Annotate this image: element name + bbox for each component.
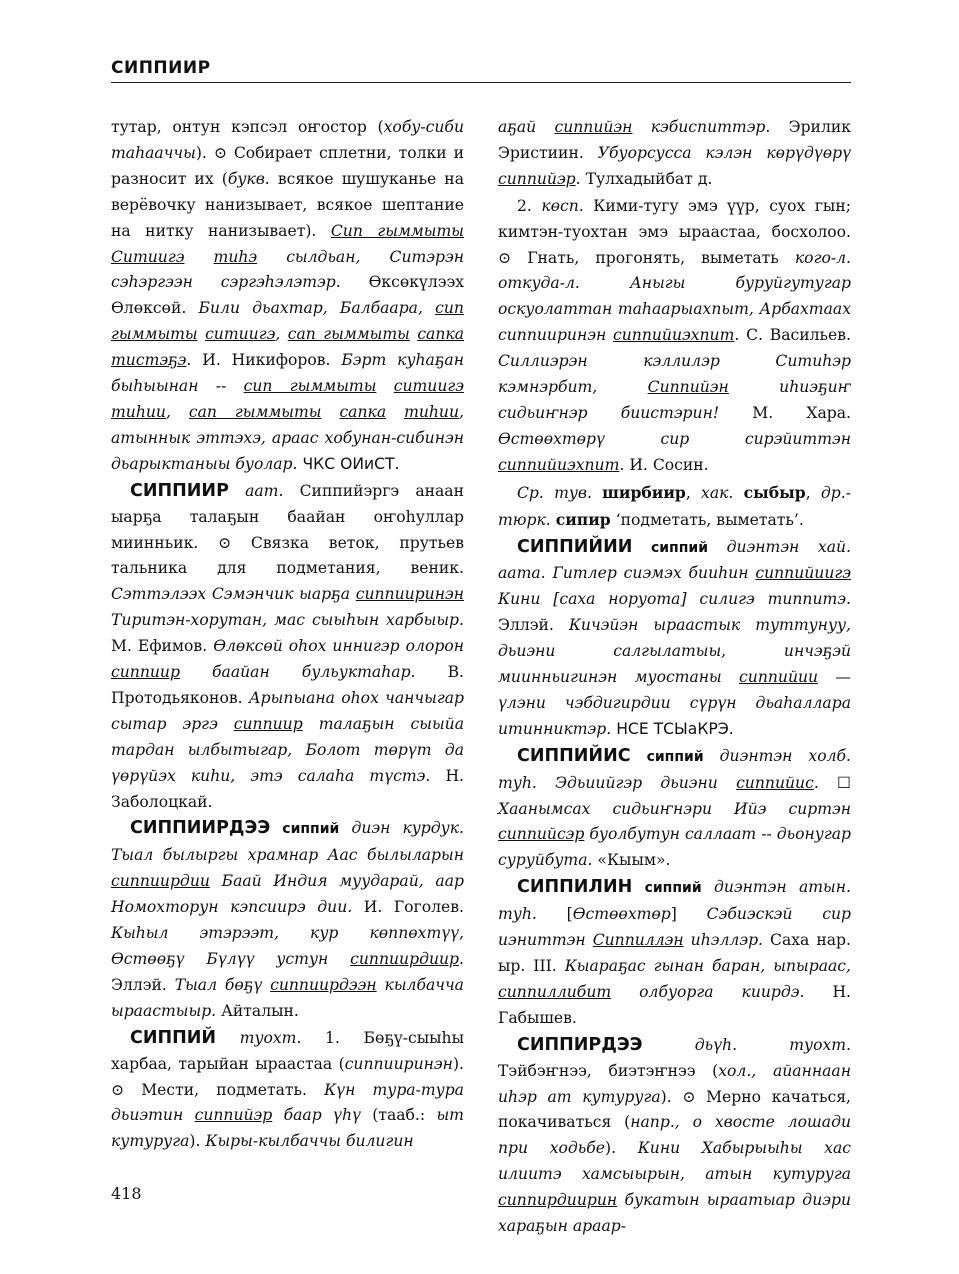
dictionary-entry: СИППИРДЭЭ дьүһ. туохт. Тэйбэҥнээ, биэтэҥнээ (хол., айаннаан иһэр ат кутуруга). ⊙ Мерно качаться, покачиваться (напр., о хвосте лошади при ходьбе). Кини Хабырыыһы хас илиитэ хамсыырын, атын кутуруга сиппирдиирин букатын ыраатыар диэри хараҕын араар- [498,1034,851,1236]
dictionary-entry: 2. көсп. Кими-тугу эмэ үүр, суох гын; кимтэн-туохтан эмэ ыраастаа, босхолоо. ⊙ Гнать, прогонять, выметать кого-л. откуда-л. Аныгы буруйгутугар оскуолаттан таһаарыахпыт, Арбахтаах сиппииринэн сиппийиэхпит. С. Васильев. Силлиэрэн кэллилэр Ситиһэр кэмнэрбит, Сиппийэн иһиэҕиҥ сидьиҥнэр биистэрин! М. Хара. Өстөөхтөрү сир сирэйиттэн сиппийиэхпит. И. Сосин. [498,196,851,474]
left-column [111,115,464,1155]
dictionary-entry: СИППИИРДЭЭ сиппий диэн курдук. Тыал былыргы храмнар Аас былыларын сиппиирдии Баай Индия муударай, аар Номохторун кэпсиирэ дии. И. Гоголев. Кыһыл этэрээт, кур көппөхтүү, Өстөөҕү Бүлүү устун сиппиирдиир. Эллэй. Тыал бөҕү сиппиирдээн кылбачча ыраастыыр. Айталын. [111,818,464,1020]
dictionary-entry: СИППИЙИИ сиппий диэнтэн хай. аата. Гитлер сиэмэх бииһин сиппийиигэ Кини [саха норуота] силигэ типпитэ. Эллэй. Кичэйэн ыраастык туттунуу, дьиэни салгылатыы, инчэҕэй миинньигинэн муостаны сиппийии — үлэни чэбдигирдии сүрүн дьаһаллара итинниктэр. НСЕ ТСЫаКРЭ. [498,536,851,738]
page-number: 418 [111,1184,142,1203]
dictionary-entry: СИППИЙ туохт. 1. Бөҕү-сыыһы харбаа, тарыйан ыраастаа (сиппииринэн). ⊙ Мести, подметать. Күн тура-тура дьиэтин сиппийэр баар үһү (тааб.: ыт кутуруга). Кыры-кылбаччы билигин [111,1027,464,1151]
dictionary-entry: СИППИИР аат. Сиппийэргэ анаан ыарҕа талаҕын баайан оҥоһуллар миинньик. ⊙ Связка веток, прутьев тальника для подметания, веник. Сэттэлээх Сэмэнчик ыарҕа сиппииринэн Тиритэн-хорутан, мас сыыһын харбыыр. М. Ефимов. Өлөксөй оһох иннигэр олорон сиппиир баайан бульуктаһар. В. Протодьяконов. Арыпыана оһох чанчыгар сытар эргэ сиппиир талаҕын сыыйа тардан ылбытыгар, Болот төрүт да үөрүйэх киһи, этэ салаһа түстэ. Н. Заболоцкай. [111,480,465,811]
dictionary-entry: СИППИЙИС сиппий диэнтэн холб. туһ. Эдьиийгэр дьиэни сиппийис. ☐ Хаанымсах сидьиҥнэри Ийэ сиртэн сиппийсэр буолбутун саллаат -- дьонугар суруйбута. «Кыым». [498,745,852,870]
dictionary-entry: СИППИЛИН сиппий диэнтэн атын. туһ. [Өстөөхтөр] Сэбиэскэй сир иэниттэн Сиппиллэн иһэллэр. Саха нар. ыр. III. Кыараҕас гынан баран, ыпыраас, сиппиллибит олбуорга киирдэ. Н. Габышев. [498,877,852,1027]
dictionary-entry: Ср. тув. ширбиир, хак. сыбыр, др.-тюрк. сипир ‘подметать, выметать’. [498,482,851,529]
entry-continuation: тутар, онтун кэпсэл оҥостор (хобу-сиби таһааччы). ⊙ Собирает сплетни, толки и разносит их (букв. всякое шушуканье на верёвочку нанизывает, всякое шептание на нитку нанизывает). Сип гыммыты Ситиигэ тиһэ сылдьан, Ситэрэн сэһэргээн сэргэһэлэтэр. Өксөкүлээх Өлөксөй. Били дьахтар, Балбаара, сип гыммыты ситиигэ, сап гыммыты сапка тистэҕэ. И. Никифоров. Бэрт куһаҕан быһыынан -- сип гыммыты ситиигэ тиһии, сап гыммыты сапка тиһии, атыннык эттэхэ, араас хобунан-сибинэн дьарыктаныы буолар. ЧКС ОИиСТ. [111,118,464,473]
running-header [111,56,851,83]
entry-continuation: аҕай сиппийэн кэбиспиттэр. Эрилик Эристиин. Убуорсусса кэлэн көрүдүөрү сиппийэр. Тулхадыйбат д. [498,118,851,188]
right-column [498,115,851,1240]
running-head-title: СИППИИР [111,58,211,78]
